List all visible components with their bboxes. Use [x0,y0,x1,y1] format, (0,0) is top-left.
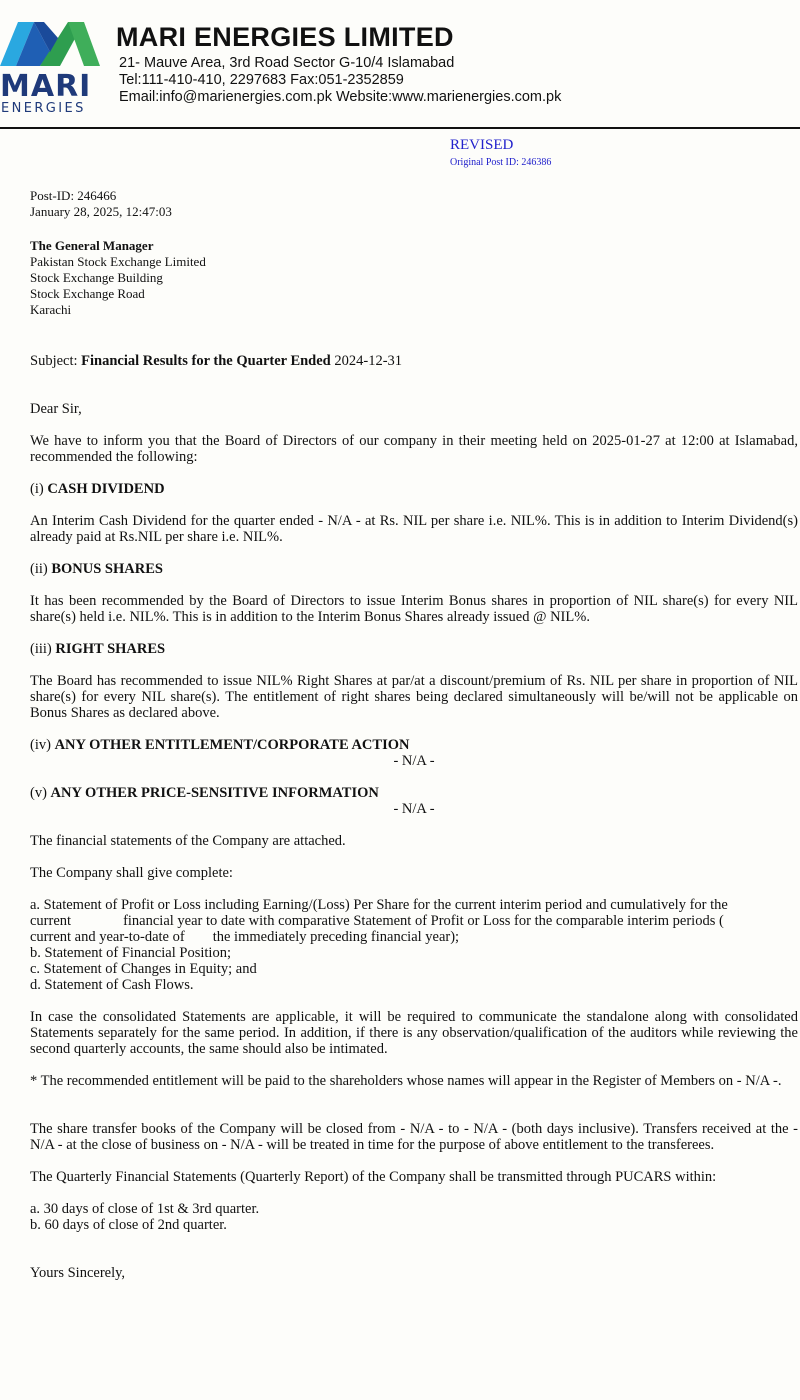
consolidated-paragraph: In case the consolidated Statements are applicable, it will be required to communicate the standalone along with consolidated Statements separately for the same period. In addition, if there is any observation/qualification of the auditors while reviewing the second quarterly accounts, the same should also be intimated. [30,1009,798,1057]
list-item [30,913,724,929]
section-right-shares-heading [30,641,165,657]
pucars-paragraph: The Quarterly Financial Statements (Quarterly Report) of the Company shall be transmitted through PUCARS within: [30,1169,717,1185]
list-fragment: current and year-to-date of [30,929,185,945]
list-item: a. 30 days of close of 1st & 3rd quarter. [30,1201,260,1217]
company-phone: Tel:111-410-410, 2297683 Fax:051-2352859 [119,72,404,88]
section-number: (iv) [30,737,51,753]
list-fragment: the immediately preceding financial year); [212,929,460,945]
section-bonus-shares-heading [30,561,163,577]
section-number: (ii) [30,561,48,577]
section-number: (v) [30,785,47,801]
subject-date: 2024-12-31 [334,353,403,369]
bonus-shares-text: It has been recommended by the Board of Directors to issue Interim Bonus shares in proportion of NIL share(s) for every NIL share(s) held i.e. NIL%. This is in addition to the Interim Bonus Shares already issued @ NIL%. [30,593,798,625]
intro-paragraph: We have to inform you that the Board of Directors of our company in their meeting held on 2025-01-27 at 12:00 at Islamabad, recommended the following: [30,433,798,465]
salutation: Dear Sir, [30,401,82,417]
section-cash-dividend-heading [30,481,165,497]
list-item [30,929,459,945]
post-id: Post-ID: 246466 [30,188,117,203]
recipient-line: Stock Exchange Road [30,286,145,301]
subject-line [30,353,402,369]
company-name: MARI ENERGIES LIMITED [116,22,454,52]
list-item: c. Statement of Changes in Equity; and [30,961,257,977]
list-item: b. 60 days of close of 2nd quarter. [30,1217,227,1233]
recipient-line: Karachi [30,302,72,317]
company-address: 21- Mauve Area, 3rd Road Sector G-10/4 Islamabad [119,55,455,71]
company-email-web: Email:info@marienergies.com.pk Website:www.marienergies.com.pk [119,89,562,105]
logo-word: MARI [0,69,92,104]
section-title: RIGHT SHARES [55,641,166,657]
list-fragment: financial year to date with comparative Statement of Profit or Loss for the comparable interim periods ( [123,913,724,929]
company-logo [0,22,100,117]
subject-text: Financial Results for the Quarter Ended [81,353,331,369]
logo-mountains-icon [0,22,100,70]
section-title: ANY OTHER ENTITLEMENT/CORPORATE ACTION [54,737,410,753]
closing: Yours Sincerely, [30,1265,126,1281]
list-item: d. Statement of Cash Flows. [30,977,194,993]
section-title: BONUS SHARES [51,561,163,577]
subject-label: Subject: [30,353,78,369]
section-title: ANY OTHER PRICE-SENSITIVE INFORMATION [50,785,379,801]
cash-dividend-text: An Interim Cash Dividend for the quarter ended - N/A - at Rs. NIL per share i.e. NIL%. This is in addition to Interim Dividend(s) already paid at Rs.NIL per share i.e. NIL%. [30,513,798,545]
shall-give-text: The Company shall give complete: [30,865,233,881]
other-entitlement-value: - N/A - [393,753,435,769]
letterhead [0,0,800,129]
revised-label: REVISED [450,137,514,153]
list-item: b. Statement of Financial Position; [30,945,231,961]
price-sensitive-value: - N/A - [393,801,435,817]
list-fragment: current [30,913,72,929]
original-post-id: Original Post ID: 246386 [450,157,552,168]
section-number: (i) [30,481,44,497]
recipient-line: Pakistan Stock Exchange Limited [30,254,206,269]
logo-subword: ENERGIES [1,101,86,116]
entitlement-note: * The recommended entitlement will be paid to the shareholders whose names will appear in the Register of Members on - N/A -. [30,1073,782,1089]
transfer-books-paragraph: The share transfer books of the Company will be closed from - N/A - to - N/A - (both days inclusive). Transfers received at the - N/A - at the close of business on - N/A - will be treated in time for the purpose of above entitlement to the transferees. [30,1121,798,1153]
right-shares-text: The Board has recommended to issue NIL% Right Shares at par/at a discount/premium of Rs. NIL per share in proportion of NIL share(s) for every NIL share(s). The entitlement of right shares being declared simultaneously will be/will not be applicable on Bonus Shares as declared above. [30,673,798,721]
fs-attached-text: The financial statements of the Company are attached. [30,833,346,849]
section-title: CASH DIVIDEND [47,481,165,497]
list-item: a. Statement of Profit or Loss including Earning/(Loss) Per Share for the current interim period and cumulatively for the [30,897,728,913]
section-price-sensitive-heading [30,785,379,801]
recipient-title: The General Manager [30,238,154,253]
recipient-line: Stock Exchange Building [30,270,163,285]
section-other-entitlement-heading [30,737,409,753]
post-datetime: January 28, 2025, 12:47:03 [30,204,172,219]
section-number: (iii) [30,641,52,657]
